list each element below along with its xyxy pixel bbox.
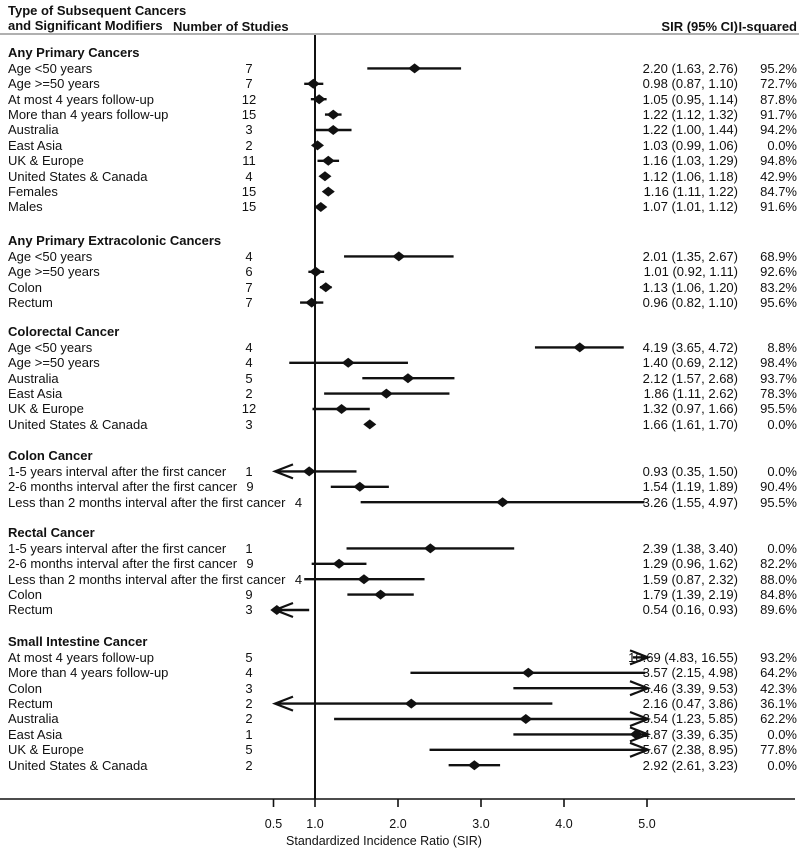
x-axis-tick-label: 4.0 [555, 817, 573, 831]
x-axis-tick-label: 1.0 [306, 817, 324, 831]
row-i-squared: 95.5% [760, 494, 797, 510]
row-i-squared: 93.7% [760, 370, 797, 386]
row-label: United States & Canada [8, 168, 148, 184]
row-label: At most 4 years follow-up [8, 91, 154, 107]
study-row [0, 572, 799, 587]
column-header-modifiers-line2: and Significant Modifiers [8, 18, 163, 34]
row-n-studies: 7 [245, 294, 253, 310]
row-n-studies: 1 [245, 540, 253, 556]
row-label: United States & Canada [8, 757, 148, 773]
row-sir-ci: 3.26 (1.55, 4.97) [642, 494, 738, 510]
row-i-squared: 78.3% [760, 385, 797, 401]
row-i-squared: 83.2% [760, 279, 797, 295]
row-i-squared: 93.2% [760, 649, 797, 665]
study-row [0, 92, 799, 107]
row-n-studies: 7 [245, 60, 253, 76]
row-n-studies: 11 [242, 153, 256, 169]
row-label: East Asia [8, 137, 63, 153]
row-i-squared: 89.6% [760, 602, 797, 618]
row-sir-ci: 0.54 (0.16, 0.93) [642, 602, 738, 618]
study-row [0, 199, 799, 214]
row-i-squared: 72.7% [760, 76, 797, 92]
row-label: East Asia [8, 385, 63, 401]
row-sir-ci: 1.29 (0.96, 1.62) [642, 556, 738, 572]
row-i-squared: 95.2% [760, 60, 797, 76]
row-i-squared: 0.0% [767, 416, 797, 432]
row-sir-ci: 1.12 (1.06, 1.18) [642, 168, 738, 184]
row-sir-ci: 10.69 (4.83, 16.55) [628, 649, 738, 665]
row-sir-ci: 6.46 (3.39, 9.53) [642, 680, 738, 696]
study-row [0, 386, 799, 401]
study-row [0, 340, 799, 355]
row-label: Rectum [8, 602, 53, 618]
study-row [0, 681, 799, 696]
row-label: Australia [8, 711, 59, 727]
row-label: More than 4 years follow-up [8, 665, 169, 681]
row-i-squared: 0.0% [767, 726, 797, 742]
column-header-modifiers-line1: Type of Subsequent Cancers [8, 3, 187, 18]
row-n-studies: 7 [245, 76, 253, 92]
row-n-studies: 4 [245, 168, 253, 184]
row-i-squared: 88.0% [760, 571, 797, 587]
row-i-squared: 0.0% [767, 757, 797, 773]
row-label: Females [8, 183, 58, 199]
row-i-squared: 84.7% [760, 183, 797, 199]
row-n-studies: 5 [245, 742, 253, 758]
row-label: UK & Europe [8, 742, 84, 758]
row-n-studies: 2 [245, 137, 253, 153]
study-row [0, 727, 799, 742]
row-i-squared: 98.4% [760, 355, 797, 371]
study-row [0, 696, 799, 711]
row-i-squared: 84.8% [760, 586, 797, 602]
study-row [0, 295, 799, 310]
row-sir-ci: 0.96 (0.82, 1.10) [642, 294, 738, 310]
row-n-studies: 4 [294, 571, 303, 587]
row-n-studies: 2 [245, 757, 253, 773]
row-n-studies: 2 [245, 695, 253, 711]
row-n-studies: 2 [245, 385, 253, 401]
row-n-studies: 3 [245, 416, 253, 432]
row-n-studies: 1 [245, 463, 253, 479]
row-label: 2-6 months interval after the first cancer [8, 479, 238, 495]
row-i-squared: 90.4% [760, 479, 797, 495]
row-n-studies: 12 [241, 401, 257, 417]
row-sir-ci: 2.12 (1.57, 2.68) [642, 370, 738, 386]
group-header: Small Intestine Cancer [8, 634, 148, 650]
group-header: Any Primary Extracolonic Cancers [8, 233, 222, 249]
study-row [0, 758, 799, 773]
row-label: At most 4 years follow-up [8, 649, 154, 665]
row-sir-ci: 1.40 (0.69, 2.12) [642, 355, 738, 371]
row-sir-ci: 3.57 (2.15, 4.98) [642, 665, 738, 681]
row-label: Australia [8, 370, 59, 386]
row-n-studies: 4 [245, 248, 253, 264]
row-i-squared: 94.8% [760, 153, 797, 169]
row-label: Australia [8, 122, 59, 138]
study-row [0, 264, 799, 279]
row-label: Age <50 years [8, 248, 93, 264]
group-header: Colorectal Cancer [8, 324, 120, 340]
x-axis-tick-label: 0.5 [264, 817, 283, 831]
study-row [0, 355, 799, 370]
row-i-squared: 92.6% [760, 264, 797, 280]
study-row [0, 650, 799, 665]
x-axis-tick-label: 5.0 [638, 817, 656, 831]
study-row [0, 665, 799, 680]
row-label: Age <50 years [8, 60, 93, 76]
row-sir-ci: 1.79 (1.39, 2.19) [642, 586, 738, 602]
study-row [0, 280, 799, 295]
row-n-studies: 3 [245, 122, 253, 138]
row-i-squared: 0.0% [767, 137, 797, 153]
row-sir-ci: 0.93 (0.35, 1.50) [642, 463, 738, 479]
row-i-squared: 64.2% [760, 665, 797, 681]
study-row [0, 556, 799, 571]
row-n-studies: 1 [245, 726, 253, 742]
row-i-squared: 0.0% [767, 463, 797, 479]
row-n-studies: 9 [246, 556, 254, 572]
row-sir-ci: 1.03 (0.99, 1.06) [642, 137, 738, 153]
row-n-studies: 3 [245, 602, 253, 618]
row-label: United States & Canada [8, 416, 148, 432]
row-i-squared: 82.2% [760, 556, 797, 572]
study-row [0, 122, 799, 137]
study-row [0, 464, 799, 479]
row-i-squared: 87.8% [760, 91, 797, 107]
row-n-studies: 6 [245, 264, 253, 280]
row-i-squared: 68.9% [760, 248, 797, 264]
study-row [0, 602, 799, 617]
row-sir-ci: 2.20 (1.63, 2.76) [642, 60, 738, 76]
row-n-studies: 7 [245, 279, 253, 295]
row-n-studies: 15 [241, 183, 257, 199]
row-sir-ci: 3.54 (1.23, 5.85) [642, 711, 738, 727]
row-i-squared: 95.5% [760, 401, 797, 417]
row-sir-ci: 1.16 (1.11, 1.22) [643, 183, 738, 199]
row-n-studies: 15 [241, 199, 257, 215]
x-axis-tick-label: 3.0 [472, 817, 490, 831]
row-n-studies: 4 [245, 355, 253, 371]
row-i-squared: 91.7% [760, 106, 797, 122]
row-label: Colon [8, 680, 42, 696]
row-n-studies: 4 [294, 494, 303, 510]
row-n-studies: 9 [245, 586, 253, 602]
column-header-n-studies: Number of Studies [173, 18, 289, 34]
row-label: Colon [8, 279, 42, 295]
row-n-studies: 3 [245, 680, 253, 696]
study-row [0, 107, 799, 122]
row-sir-ci: 4.19 (3.65, 4.72) [642, 339, 738, 355]
x-axis-tick-label: 2.0 [389, 817, 407, 831]
row-i-squared: 94.2% [760, 122, 797, 138]
row-i-squared: 62.2% [760, 711, 797, 727]
row-i-squared: 8.8% [767, 339, 797, 355]
x-axis-title: Standardized Incidence Ratio (SIR) [286, 834, 482, 848]
row-sir-ci: 1.16 (1.03, 1.29) [642, 153, 738, 169]
study-row [0, 417, 799, 432]
column-header-i-squared: I-squared [738, 18, 797, 34]
row-sir-ci: 2.16 (0.47, 3.86) [642, 695, 738, 711]
row-n-studies: 5 [245, 649, 253, 665]
row-i-squared: 91.6% [760, 199, 797, 215]
study-row [0, 138, 799, 153]
study-row [0, 541, 799, 556]
row-label: UK & Europe [8, 401, 84, 417]
study-row [0, 711, 799, 726]
row-sir-ci: 4.87 (3.39, 6.35) [642, 726, 738, 742]
study-row [0, 401, 799, 416]
row-label: 1-5 years interval after the first cancer [8, 463, 227, 479]
row-label: More than 4 years follow-up [8, 106, 169, 122]
row-label: Age >=50 years [8, 355, 100, 371]
study-row [0, 76, 799, 91]
row-label: Age <50 years [8, 339, 93, 355]
row-n-studies: 9 [246, 479, 254, 495]
study-row [0, 61, 799, 76]
row-sir-ci: 0.98 (0.87, 1.10) [642, 76, 738, 92]
row-sir-ci: 1.22 (1.12, 1.32) [642, 106, 738, 122]
row-label: Rectum [8, 294, 53, 310]
row-label: 2-6 months interval after the first cancer [8, 556, 238, 572]
row-label: UK & Europe [8, 153, 84, 169]
row-label: East Asia [8, 726, 63, 742]
study-row [0, 742, 799, 757]
row-i-squared: 42.9% [760, 168, 797, 184]
row-sir-ci: 1.07 (1.01, 1.12) [642, 199, 738, 215]
row-n-studies: 4 [245, 339, 253, 355]
row-n-studies: 5 [245, 370, 253, 386]
study-row [0, 249, 799, 264]
study-row [0, 479, 799, 494]
group-header: Rectal Cancer [8, 525, 95, 541]
row-n-studies: 12 [241, 91, 257, 107]
row-n-studies: 4 [245, 665, 253, 681]
row-n-studies: 15 [241, 106, 257, 122]
row-sir-ci: 1.54 (1.19, 1.89) [642, 479, 738, 495]
row-sir-ci: 1.66 (1.61, 1.70) [642, 416, 738, 432]
column-header-sir-ci: SIR (95% CI) [661, 18, 738, 34]
row-sir-ci: 1.59 (0.87, 2.32) [642, 571, 738, 587]
group-header: Any Primary Cancers [8, 45, 140, 61]
row-label: Age >=50 years [8, 76, 100, 92]
row-i-squared: 0.0% [767, 540, 797, 556]
study-row [0, 153, 799, 168]
row-sir-ci: 2.01 (1.35, 2.67) [642, 248, 738, 264]
row-sir-ci: 1.05 (0.95, 1.14) [642, 91, 738, 107]
study-row [0, 371, 799, 386]
row-label: Rectum [8, 695, 53, 711]
row-label: Less than 2 months interval after the first cancer [8, 494, 286, 510]
row-label: Males [8, 199, 43, 215]
study-row [0, 184, 799, 199]
study-row [0, 169, 799, 184]
group-header: Colon Cancer [8, 448, 93, 464]
row-label: Less than 2 months interval after the first cancer [8, 571, 286, 587]
study-row [0, 587, 799, 602]
row-sir-ci: 2.92 (2.61, 3.23) [642, 757, 738, 773]
row-sir-ci: 1.01 (0.92, 1.11) [643, 264, 738, 280]
row-n-studies: 2 [245, 711, 253, 727]
row-label: 1-5 years interval after the first cancer [8, 540, 227, 556]
row-sir-ci: 2.39 (1.38, 3.40) [642, 540, 738, 556]
row-label: Age >=50 years [8, 264, 100, 280]
row-sir-ci: 1.86 (1.11, 2.62) [643, 385, 738, 401]
row-i-squared: 42.3% [760, 680, 797, 696]
row-i-squared: 36.1% [760, 695, 797, 711]
row-sir-ci: 1.32 (0.97, 1.66) [642, 401, 738, 417]
row-sir-ci: 5.67 (2.38, 8.95) [642, 742, 738, 758]
study-row [0, 495, 799, 510]
row-label: Colon [8, 586, 42, 602]
row-i-squared: 95.6% [760, 294, 797, 310]
row-i-squared: 77.8% [760, 742, 797, 758]
row-sir-ci: 1.22 (1.00, 1.44) [642, 122, 738, 138]
row-sir-ci: 1.13 (1.06, 1.20) [642, 279, 738, 295]
